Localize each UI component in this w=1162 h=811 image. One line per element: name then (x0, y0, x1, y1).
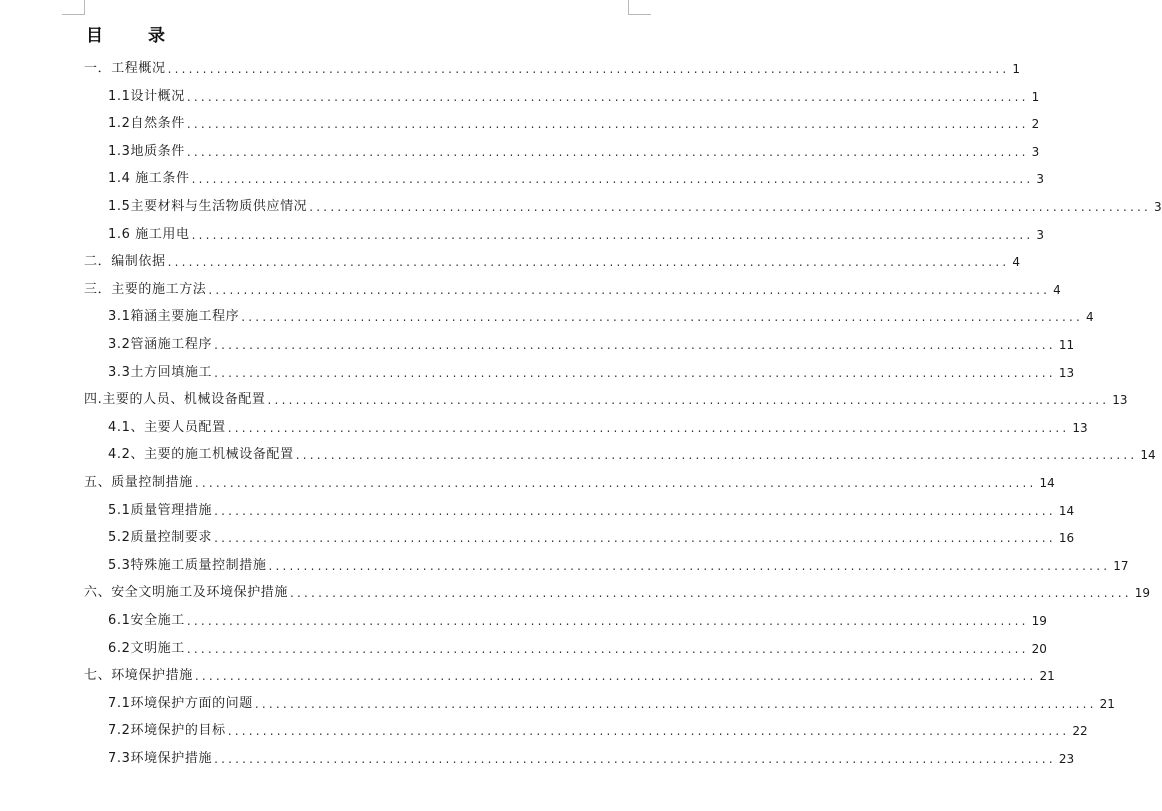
toc-entry-label: 3.2管涵施工程序 (108, 337, 213, 352)
toc-entry-subsection[interactable] (108, 441, 1156, 463)
toc-entry-label: 1.5主要材料与生活物质供应情况 (108, 199, 308, 214)
toc-entry-label: 1.2自然条件 (108, 116, 185, 132)
toc-page-number: 22 (1072, 724, 1088, 739)
toc-page-number: 14 (1039, 476, 1055, 490)
toc-page-number: 19 (1134, 586, 1151, 601)
toc-dot-leader: ........................................................................................................................ (267, 393, 1110, 408)
toc-page-number: 17 (1113, 558, 1129, 573)
toc-dot-leader: ........................................................................................................................ (194, 476, 1037, 490)
toc-entry-label: 7.2环境保护的目标 (108, 723, 226, 739)
toc-entry-label: 7.3环境保护措施 (108, 751, 213, 766)
toc-entry-section[interactable] (84, 662, 1055, 684)
toc-dot-leader: ........................................................................................................................ (214, 365, 1056, 380)
toc-entry-subsection[interactable] (108, 524, 1075, 546)
toc-dot-leader: ........................................................................................................................ (191, 172, 1034, 187)
toc-entry-label: 6.1安全施工 (108, 613, 185, 628)
toc-dot-leader: ........................................................................................................................ (167, 62, 1010, 76)
toc-entry-label: 1.3地质条件 (108, 143, 185, 159)
toc-entry-subsection[interactable] (108, 497, 1075, 519)
toc-page-number: 21 (1039, 669, 1055, 684)
toc-entry-subsection[interactable] (108, 359, 1075, 381)
crop-mark-top-right (628, 0, 651, 15)
toc-entry-subsection[interactable] (108, 138, 1040, 160)
toc-entry-subsection[interactable] (108, 745, 1075, 767)
toc-entry-label: 7.1环境保护方面的问题 (108, 695, 253, 711)
toc-entry-subsection[interactable] (108, 303, 1094, 325)
toc-entry-label: 1.4 施工条件 (108, 171, 190, 187)
toc-entry-subsection[interactable] (108, 717, 1088, 739)
toc-dot-leader: ........................................................................................................................ (214, 752, 1056, 766)
toc-dot-leader: ........................................................................................................................ (194, 669, 1037, 684)
toc-dot-leader: ........................................................................................................................ (254, 696, 1097, 711)
toc-entry-section[interactable] (84, 55, 1020, 77)
toc-page-number: 3 (1031, 144, 1040, 159)
toc-entry-label: 4.2、主要的施工机械设备配置 (108, 447, 294, 463)
toc-entry-label: 三．主要的施工方法 (84, 281, 207, 297)
toc-entry-label: 1.6 施工用电 (108, 226, 190, 242)
toc-entry-label: 二．编制依据 (84, 254, 166, 270)
toc-entry-label: 4.1、主要人员配置 (108, 419, 226, 435)
toc-dot-leader: ........................................................................................................................ (309, 200, 1152, 214)
toc-entry-subsection[interactable] (108, 83, 1040, 105)
toc-page-number: 1 (1012, 62, 1020, 76)
toc-page-number: 1 (1031, 89, 1040, 104)
toc-page-number: 4 (1012, 255, 1020, 270)
toc-entry-label: 5.2质量控制要求 (108, 530, 213, 546)
toc-entry-subsection[interactable] (108, 331, 1075, 353)
crop-mark-top-left (62, 0, 85, 15)
toc-entry-section[interactable] (84, 276, 1061, 298)
toc-dot-leader: ........................................................................................................................ (214, 338, 1056, 352)
toc-dot-leader: ........................................................................................................................ (227, 420, 1070, 435)
toc-page-number: 21 (1099, 696, 1115, 711)
toc-page-number: 23 (1058, 752, 1075, 766)
toc-entry-label: 3.3土方回填施工 (108, 364, 213, 380)
toc-dot-leader: ........................................................................................................................ (186, 641, 1029, 656)
toc-dot-leader: ........................................................................................................................ (295, 448, 1138, 463)
toc-page-number: 16 (1058, 531, 1075, 546)
toc-entry-label: 5.3特殊施工质量控制措施 (108, 557, 267, 573)
toc-entry-section[interactable] (84, 248, 1020, 270)
toc-entry-label: 六、安全文明施工及环境保护措施 (84, 585, 289, 601)
toc-dot-leader: ........................................................................................................................ (186, 614, 1029, 628)
toc-page-number: 14 (1058, 503, 1075, 518)
toc-entry-label: 3.1箱涵主要施工程序 (108, 309, 240, 325)
toc-dot-leader: ........................................................................................................................ (186, 89, 1029, 104)
toc-entry-subsection[interactable] (108, 221, 1044, 243)
toc-page-number: 3 (1036, 227, 1044, 242)
toc-page-number: 4 (1086, 310, 1094, 325)
toc-entry-subsection[interactable] (108, 193, 1162, 215)
toc-entry-label: 6.2文明施工 (108, 640, 185, 656)
toc-dot-leader: ........................................................................................................................ (214, 503, 1056, 518)
toc-page-number: 13 (1058, 365, 1075, 380)
toc-dot-leader: ........................................................................................................................ (186, 117, 1029, 132)
toc-entry-subsection[interactable] (108, 607, 1047, 629)
toc-entry-label: 五、质量控制措施 (84, 475, 193, 490)
toc-dot-leader: ........................................................................................................................ (186, 144, 1029, 159)
toc-entry-section[interactable] (84, 386, 1128, 408)
toc-page-number: 4 (1053, 282, 1061, 297)
toc-page-number: 3 (1154, 200, 1162, 214)
toc-page-number: 19 (1031, 614, 1047, 628)
toc-page-number: 20 (1031, 641, 1047, 656)
toc-dot-leader: ........................................................................................................................ (208, 282, 1051, 297)
toc-entry-subsection[interactable] (108, 414, 1088, 436)
toc-dot-leader: ........................................................................................................................ (167, 255, 1010, 270)
toc-entry-label: 一．工程概况 (84, 61, 166, 76)
toc-dot-leader: ........................................................................................................................ (227, 724, 1070, 739)
toc-entry-subsection[interactable] (108, 635, 1047, 657)
toc-page-number: 14 (1140, 448, 1156, 463)
toc-dot-leader: ........................................................................................................................ (214, 531, 1056, 546)
toc-dot-leader: ........................................................................................................................ (290, 586, 1132, 601)
toc-entry-subsection[interactable] (108, 690, 1115, 712)
toc-dot-leader: ........................................................................................................................ (191, 227, 1034, 242)
toc-entry-label: 5.1质量管理措施 (108, 502, 213, 518)
toc-entry-subsection[interactable] (108, 165, 1044, 187)
toc-title: 目 录 (86, 26, 179, 46)
toc-entry-label: 1.1设计概况 (108, 88, 185, 104)
toc-page-number: 11 (1058, 338, 1075, 352)
toc-page-number: 13 (1112, 393, 1128, 408)
toc-page-number: 3 (1036, 172, 1044, 187)
toc-entry-section[interactable] (84, 579, 1151, 601)
toc-entry-subsection[interactable] (108, 110, 1040, 132)
toc-entry-label: 四.主要的人员、机械设备配置 (84, 392, 266, 408)
toc-entry-section[interactable] (84, 469, 1055, 491)
toc-page-number: 13 (1072, 420, 1088, 435)
toc-dot-leader: ........................................................................................................................ (241, 310, 1084, 325)
toc-dot-leader: ........................................................................................................................ (268, 558, 1111, 573)
toc-page-number: 2 (1031, 117, 1040, 132)
toc-entry-subsection[interactable] (108, 552, 1129, 574)
toc-entry-label: 七、环境保护措施 (84, 668, 193, 684)
